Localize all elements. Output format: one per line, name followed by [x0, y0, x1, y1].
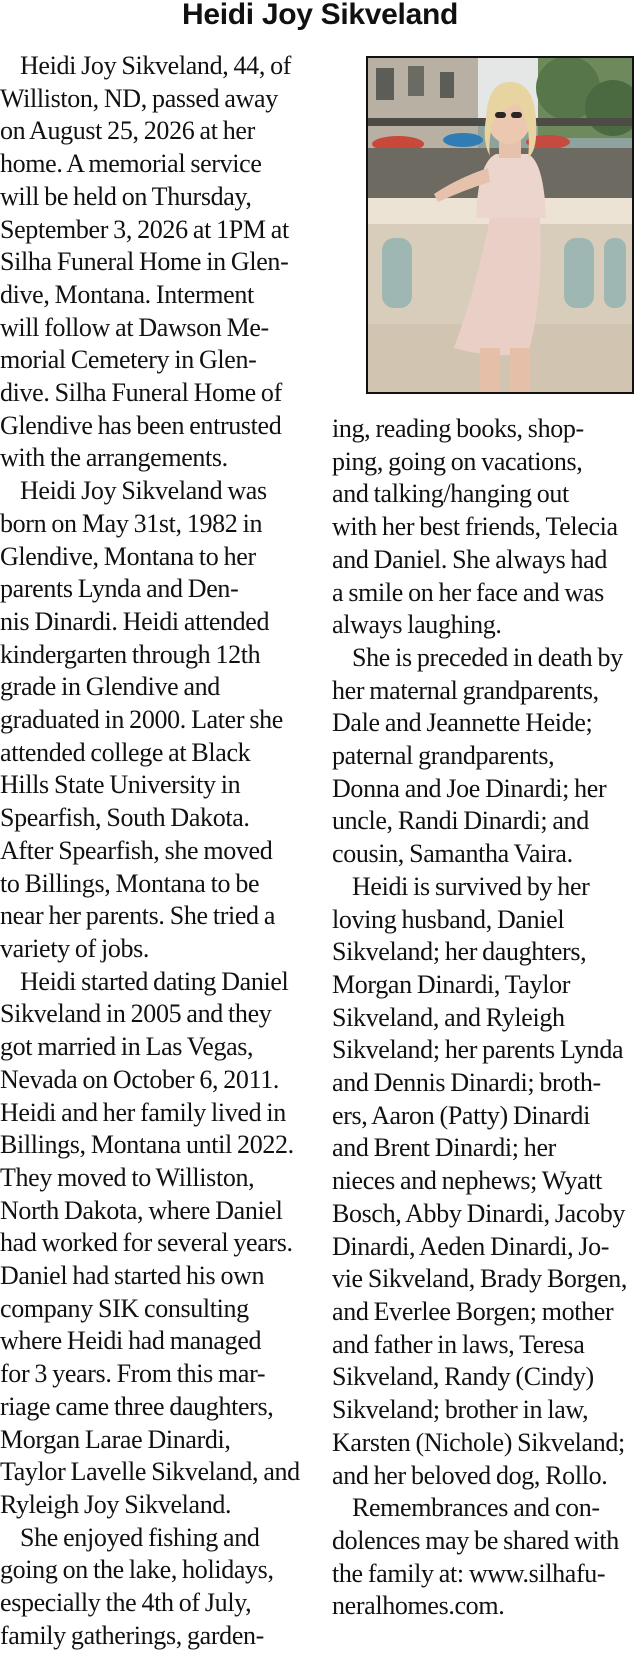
paragraph-service: Heidi Joy Sikveland, 44, of Williston, ND, passed away on August 25, 2026 at her home. A memorial service will be held on Thursday, September 3, 2026 at 1PM at Silha Funeral Home in Glen- dive, Montana. Interment will follow at Dawson Me- morial Cemetery in Glen- dive. Silha Funeral Home of Glendive has been entrusted with the arrangements. [0, 51, 292, 473]
portrait-photo [366, 56, 634, 394]
obituary-title: Heidi Joy Sikveland [181, 0, 459, 31]
right-column [332, 413, 640, 1623]
paragraph-hobbies-continued: ing, reading books, shop- ping, going on vacations, and talking/hanging out with her best friends, Telecia and Daniel. She always had a smile on her face and was always laughing. [332, 414, 618, 640]
paragraph-marriage: Heidi started dating Daniel Sikveland in 2005 and they got married in Las Vegas, Nevada on October 6, 2011. Heidi and her family lived in Billings, Montana until 2022. They moved to Williston, North Dakota, where Daniel had worked for several years. Daniel had started his own company SIK consulting where Heidi had managed for 3 years. From this mar- riage came three daughters, Morgan Larae Dinardi, Taylor Lavelle Sikveland, and Ryleigh Joy Sikveland. [0, 966, 300, 1519]
left-column [0, 50, 312, 1652]
paragraph-preceded: She is preceded in death by her maternal grandparents, Dale and Jeannette Heide; paternal grandparents, Donna and Joe Dinardi; her uncle, Randi Dinardi; and cousin, Samantha Vaira. [332, 642, 623, 869]
paragraph-remembrances: Remembrances and con- dolences may be shared with the family at: www.silhafu- neralhomes.com. [332, 1493, 619, 1621]
paragraph-hobbies: She enjoyed fishing and going on the lake, holidays, especially the 4th of July, family gatherings, garden- [0, 1522, 274, 1650]
funeral-home-website: the family at: www.silhafu- [332, 1558, 606, 1588]
paragraph-survived: Heidi is survived by her loving husband, Daniel Sikveland; her daughters, Morgan Dinardi, Taylor Sikveland, and Ryleigh Sikveland; her parents Lynda and Dennis Dinardi; broth- ers, Aaron (Patty) Dinardi and Brent Dinardi; her nieces and nephews; Wyatt Bosch, Abby Dinardi, Jacoby Dinardi, Aeden Dinardi, Jo- vie Sikveland, Brady Borgen, and Everlee Borgen; mother and father in laws, Teresa Sikveland, Randy (Cindy) Sikveland; brother in law, Karsten (Nichole) Sikveland; and her beloved dog, Rollo. [332, 871, 628, 1490]
paragraph-early-life: Heidi Joy Sikveland was born on May 31st, 1982 in Glendive, Montana to her parents Lynda and Den- nis Dinardi. Heidi attended kindergarten through 12th grade in Glendive and graduated in 2000. Later she attended college at Black Hills State University in Spearfish, South Dakota. After Spearfish, she moved to Billings, Montana to be near her parents. She tried a variety of jobs. [0, 476, 283, 963]
